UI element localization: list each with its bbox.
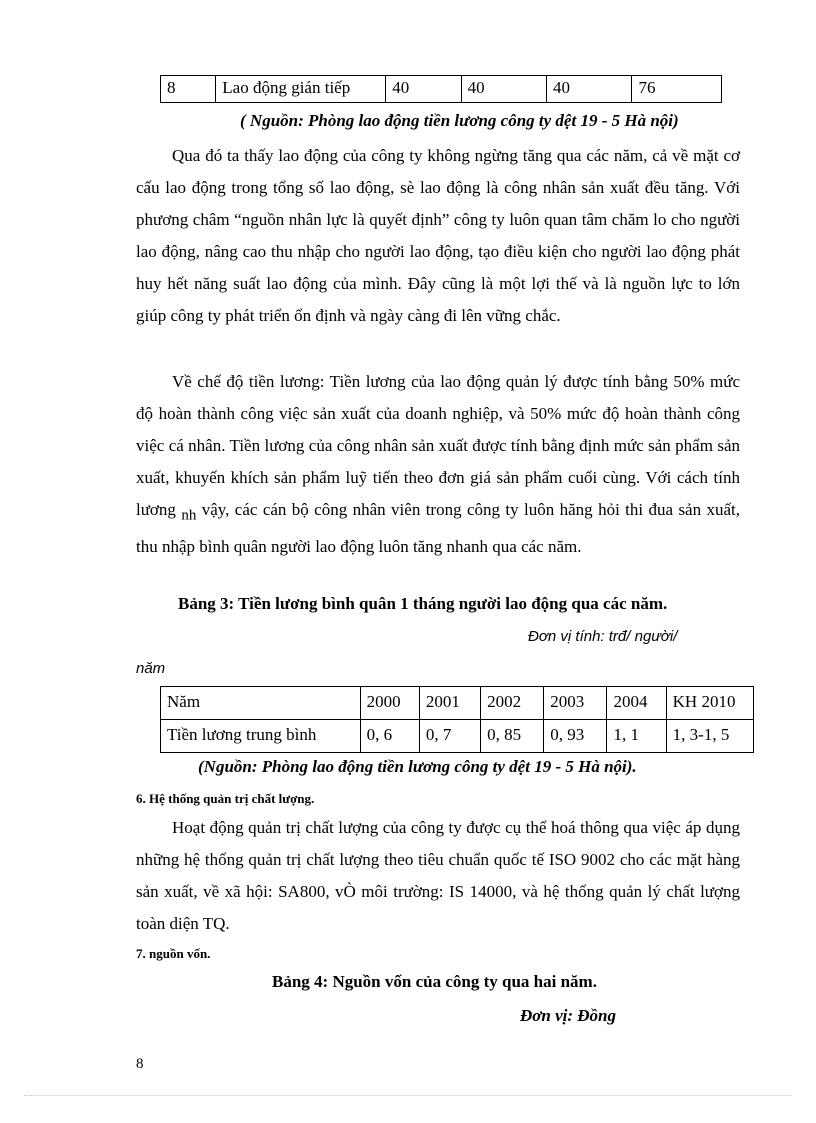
table-cell: 1, 1 xyxy=(607,720,666,753)
page-footer-divider xyxy=(24,1095,792,1096)
paragraph-text-part: Về chế độ tiền lương: Tiền lương của lao động quản lý được tính bằng 50% mức độ hoàn thành công việc sản xuất của doanh nghiệp, và 50% mức độ hoàn thành công việc cá nhân. Tiền lương của công nhân sản xuất được tính bằng định mức sản phẩm sản xuất, khuyến khích sản phẩm luỹ tiến theo đơn giá sản phẩm cuối cùng. Với cách tính lương xyxy=(136,372,740,519)
table-header-cell: 2002 xyxy=(481,687,544,720)
section-heading: 7. nguồn vốn. xyxy=(136,946,211,961)
table-caption: Bảng 3: Tiền lương bình quân 1 tháng người lao động qua các năm. xyxy=(178,594,668,613)
table-cell: Tiền lương trung bình xyxy=(161,720,361,753)
subscript-fragment: nh xyxy=(181,507,197,524)
table-caption: Bảng 4: Nguồn vốn của công ty qua hai năm. xyxy=(272,972,597,991)
paragraph-text-part: vậy, các cán bộ công nhân viên trong công ty luôn hăng hỏi thi đua sản xuất, thu nhập bình quân người lao động luôn tăng nhanh qua các năm. xyxy=(136,500,741,557)
table-cell: 40 xyxy=(461,76,546,103)
unit-label: Đơn vị: Đồng xyxy=(520,1006,617,1025)
page-number: 8 xyxy=(136,1056,144,1072)
table-header-row xyxy=(161,687,754,720)
unit-label: Đơn vị tính: trđ/ người/ xyxy=(528,628,678,645)
table-header-cell: 2003 xyxy=(544,687,607,720)
table-header-cell: 2004 xyxy=(607,687,666,720)
table-cell: 8 xyxy=(161,76,216,103)
table-cell: Lao động gián tiếp xyxy=(216,76,386,103)
labor-table-fragment xyxy=(160,75,722,103)
wage-table xyxy=(160,686,754,753)
table-cell: 40 xyxy=(386,76,461,103)
table-row xyxy=(161,76,722,103)
paragraph-quality xyxy=(136,812,740,940)
paragraph-wage xyxy=(136,366,740,563)
table-cell: 0, 85 xyxy=(481,720,544,753)
table-header-cell: Năm xyxy=(161,687,361,720)
source-note: ( Nguồn: Phòng lao động tiền lương công ty dệt 19 - 5 Hà nội) xyxy=(240,111,679,130)
paragraph-labor xyxy=(136,140,740,332)
paragraph-text: Hoạt động quản trị chất lượng của công ty được cụ thể hoá thông qua việc áp dụng những hệ thống quản trị chất lượng theo tiêu chuẩn quốc tế ISO 9002 cho các mặt hàng sản xuất, về xã hội: SA800, vÒ môi trường: IS 14000, và hệ thống quản lý chất lượng toàn diện TQ. xyxy=(136,818,740,933)
table-row xyxy=(161,720,754,753)
source-note: (Nguồn: Phòng lao động tiền lương công ty dệt 19 - 5 Hà nội). xyxy=(198,757,637,776)
unit-label-cont: năm xyxy=(136,660,166,677)
table-cell: 0, 93 xyxy=(544,720,607,753)
table-header-cell: KH 2010 xyxy=(666,687,753,720)
paragraph-text xyxy=(136,366,740,563)
table-cell: 76 xyxy=(632,76,722,103)
table-cell: 0, 7 xyxy=(419,720,480,753)
table-header-cell: 2001 xyxy=(419,687,480,720)
table-cell: 1, 3-1, 5 xyxy=(666,720,753,753)
paragraph-text: Qua đó ta thấy lao động của công ty không ngừng tăng qua các năm, cả về mặt cơ cấu lao động trong tổng số lao động, sè lao động là công nhân sản xuất đều tăng. Với phương châm “nguồn nhân lực là quyết định” công ty luôn quan tâm chăm lo cho người lao động, nâng cao thu nhập cho người lao động, tạo điều kiện cho người lao động phát huy hết năng suất lao động của mình. Đây cũng là một lợi thế và là nguồn lực to lớn giúp công ty phát triển ổn định và ngày càng đi lên vững chắc. xyxy=(136,146,740,325)
table-cell: 0, 6 xyxy=(360,720,419,753)
table-cell: 40 xyxy=(547,76,632,103)
table-header-cell: 2000 xyxy=(360,687,419,720)
section-heading: 6. Hệ thống quản trị chất lượng. xyxy=(136,791,315,806)
